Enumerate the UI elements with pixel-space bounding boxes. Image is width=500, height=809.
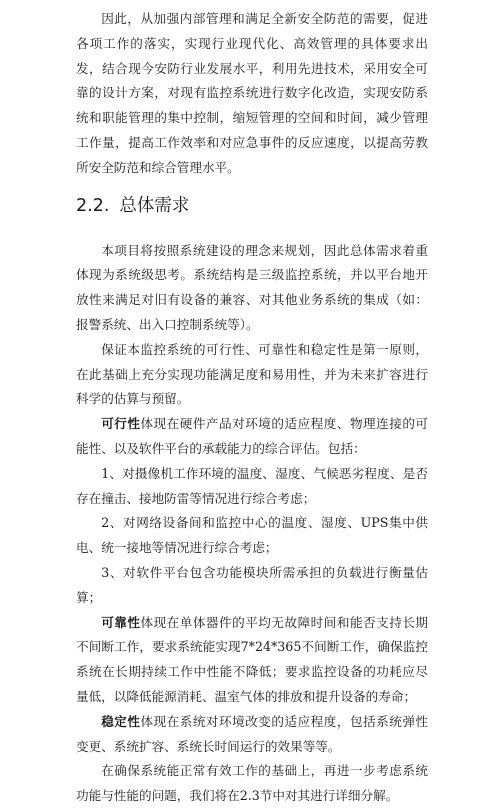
body-paragraph-2: 保证本监控系统的可行性、可靠性和稳定性是第一原则，在此基础上充分实现功能满足度和易用性，并为未来扩容进行科学的估算与预留。 [76,341,428,407]
section-heading [76,181,428,239]
stability-term: 稳定性 [101,713,141,729]
body-paragraph-1: 本项目将按照系统建设的理念来规划，因此总体需求着重体现为系统级思考。系统结构是三级监控系统，并以平台地开放性来满足对旧有设备的兼容、对其他业务系统的集成（如：报警系统、出入口控制系统等）。 [76,242,428,332]
section-title: 总体需求 [119,195,190,216]
list-item-2: 2、对网络设备间和监控中心的温度、湿度、UPS集中供电、统一接地等情况进行综合考虑； [76,515,428,556]
reliability-term: 可靠性 [101,614,141,630]
section-number: 2.2. [76,195,110,216]
stability-text: 体现在系统对环境改变的适应程度，包括系统弹性变更、系统扩容、系统长时间运行的效果等等。 [76,713,429,754]
list-item-1: 1、对摄像机工作环境的温度、湿度、气候恶劣程度、是否存在撞击、接地防雷等情况进行综合考虑； [76,465,428,506]
reliability-paragraph [76,611,428,710]
document-content [76,0,428,809]
reliability-text: 体现在单体器件的平均无故障时间和能否支持长期不间断工作，要求系统能实现7*24*365不间断工作，确保监控系统在长期持续工作中性能不降低；要求监控设备的功耗应尽量低，以降低能源消耗、温室气体的排放和提升设备的寿命； [76,614,429,704]
closing-paragraph: 在确保系统能正常有效工作的基础上，再进一步考虑系统功能与性能的问题，我们将在2.3节中对其进行详细分解。 [76,763,428,804]
list-item-3: 3、对软件平台包含功能模块所需承担的负载进行衡量估算； [76,564,428,605]
feasibility-paragraph [76,412,428,462]
feasibility-text: 体现在硬件产品对环境的适应程度、物理连接的可能性、以及软件平台的承载能力的综合评估。包括： [76,416,429,456]
intro-paragraph: 因此，从加强内部管理和满足全新安全防范的需要，促进各项工作的落实，实现行业现代化、高效管理的具体要求出发，结合现今安防行业发展水平，利用先进技术，采用安全可靠的设计方案，对现有监控系统进行数字化改造，实现安防系统和职能管理的集中控制，缩短管理的空间和时间，减少管理工作量，提高工作效率和对应急事件的反应速度，以提高劳教所安全防范和综合管理水平。 [76,11,428,175]
feasibility-term: 可行性 [101,416,141,432]
stability-paragraph [76,710,428,760]
